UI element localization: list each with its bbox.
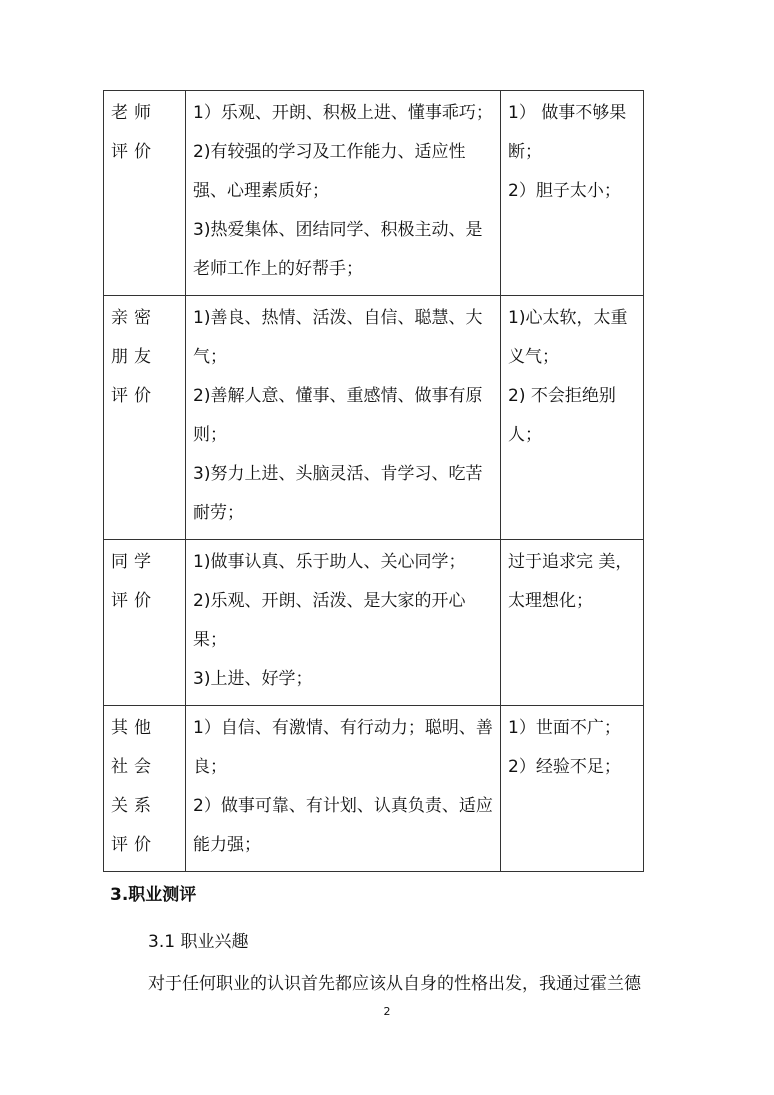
strengths-cell: [186, 296, 501, 540]
weaknesses-cell: [501, 296, 644, 540]
category-cell: 其他社会关系评价: [104, 706, 186, 872]
strengths-cell: [186, 91, 501, 296]
weakness-item: 1） 做事不够果断；: [508, 103, 627, 162]
strength-item: 3)努力上进、头脑灵活、肯学习、吃苦耐劳；: [193, 464, 483, 523]
strength-item: 3)热爱集体、团结同学、积极主动、是老师工作上的好帮手；: [193, 220, 483, 279]
table-row: [104, 91, 644, 296]
strengths-cell: [186, 540, 501, 706]
body-paragraph: 对于任何职业的认识首先都应该从自身的性格出发，我通过霍兰德: [148, 974, 641, 994]
weakness-item: 2）胆子太小；: [508, 181, 621, 201]
weaknesses-cell: [501, 540, 644, 706]
table-row: [104, 706, 644, 872]
weakness-item: 2) 不会拒绝别人；: [508, 386, 616, 445]
strength-item: 3)上进、好学；: [193, 669, 313, 689]
strength-item: 2）做事可靠、有计划、认真负责、适应能力强；: [193, 796, 493, 855]
strength-item: 2)有较强的学习及工作能力、适应性强、心理素质好；: [193, 142, 466, 201]
strength-item: 1）乐观、开朗、积极上进、懂事乖巧；: [193, 103, 493, 123]
category-cell: 同学评价: [104, 540, 186, 706]
weakness-item: 1)心太软，太重义气；: [508, 308, 628, 367]
section-heading: 3.职业测评: [110, 885, 197, 905]
strength-item: 2)乐观、开朗、活泼、是大家的开心果；: [193, 591, 466, 650]
evaluation-table: [103, 90, 644, 872]
category-cell: 亲密朋友评价: [104, 296, 186, 540]
weakness-item: 1）世面不广；: [508, 718, 621, 738]
page-number: 2: [383, 1005, 391, 1018]
table-row: [104, 296, 644, 540]
weaknesses-cell: [501, 91, 644, 296]
category-cell: 老师评价: [104, 91, 186, 296]
weaknesses-cell: [501, 706, 644, 872]
strength-item: 2)善解人意、懂事、重感情、做事有原则；: [193, 386, 483, 445]
strength-item: 1）自信、有激情、有行动力；聪明、善良；: [193, 718, 493, 777]
strengths-cell: [186, 706, 501, 872]
table-row: [104, 540, 644, 706]
strength-item: 1)做事认真、乐于助人、关心同学；: [193, 552, 466, 572]
subsection-heading: 3.1 职业兴趣: [148, 932, 249, 952]
weakness-item: 2）经验不足；: [508, 757, 621, 777]
weakness-item: 过于追求完 美，太理想化；: [508, 552, 633, 611]
strength-item: 1)善良、热情、活泼、自信、聪慧、大气；: [193, 308, 483, 367]
